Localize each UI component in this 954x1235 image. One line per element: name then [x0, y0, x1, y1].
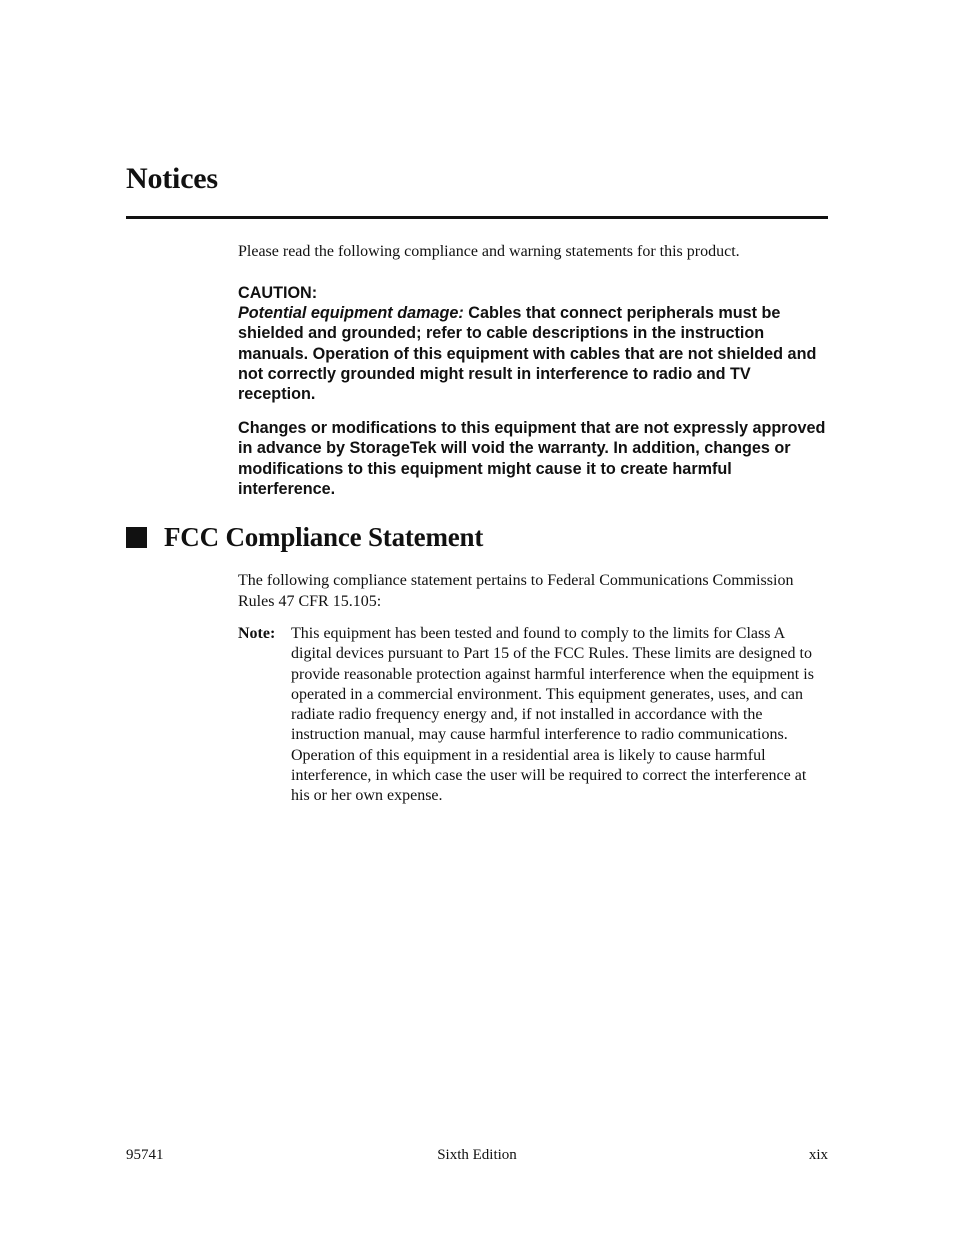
- footer-doc-number: 95741: [126, 1147, 164, 1163]
- caution-lead: Potential equipment damage:: [238, 304, 464, 323]
- changes-warning: Changes or modifications to this equipment that are not expressly approved in advance by StorageTek will void the warranty. In addition, changes or modifications to this equipment might cause it to create harmful interference.: [238, 419, 826, 498]
- page-title: Notices: [126, 162, 218, 195]
- note-text: This equipment has been tested and found to comply to the limits for Class A digital devices pursuant to Part 15 of the FCC Rules. These limits are designed to provide reasonable protection against harmful interference when the equipment is operated in a commercial environment. This equipment generates, uses, and can radiate radio frequency energy and, if not installed in accordance with the instruction manual, may cause harmful interference to radio communications. Operation of this equipment in a residential area is likely to cause harmful interference, in which case the user will be required to correct the interference at his or her own expense.: [291, 625, 814, 805]
- intro-text: Please read the following compliance and warning statements for this product.: [238, 243, 740, 260]
- caution-heading: CAUTION:: [238, 284, 318, 302]
- caution-block: [238, 283, 828, 499]
- caution-text: Cables that connect peripherals must be shielded and grounded; refer to cable descriptions in the instruction manuals. Operation of this equipment with cables that are not shielded and not correctly grounded might result in interference to radio and TV reception.: [238, 304, 817, 404]
- section-bullet-icon: [126, 527, 147, 548]
- note-block: [238, 624, 828, 807]
- note-label: Note:: [238, 625, 276, 642]
- title-rule: [126, 216, 828, 219]
- footer-edition: Sixth Edition: [437, 1147, 517, 1163]
- page-footer: [126, 1145, 828, 1165]
- section-title: FCC Compliance Statement: [164, 522, 484, 552]
- footer-page-number: xix: [808, 1147, 828, 1163]
- section-heading: [126, 520, 483, 554]
- fcc-intro-text: The following compliance statement pertains to Federal Communications Commission Rules 47 CFR 15.105:: [238, 572, 794, 610]
- caution-paragraph: [238, 283, 828, 404]
